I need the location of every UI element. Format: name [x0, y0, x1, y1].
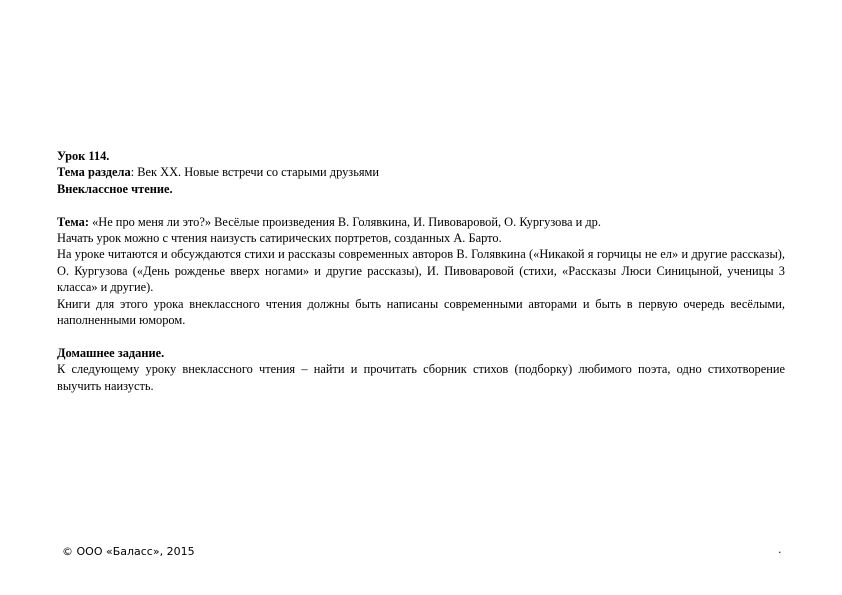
section-label: Тема раздела	[57, 165, 131, 180]
homework-text: К следующему уроку внеклассного чтения – найти и прочитать сборник стихов (подборку) любимого поэта, одно стихотворение выучить наизусть.	[57, 362, 785, 393]
homework-title: Домашнее задание.	[57, 345, 165, 360]
lesson-number: Урок 114.	[57, 149, 110, 163]
paragraph-intro: Начать урок можно с чтения наизусть сатирических портретов, созданных А. Барто.	[57, 231, 502, 246]
footer-page-mark: .	[778, 543, 782, 556]
lesson-type: Внеклассное чтение.	[57, 181, 173, 196]
footer-copyright: © ООО «Баласс», 2015	[62, 545, 195, 558]
section-line	[57, 164, 785, 180]
paragraph-authors: На уроке читаются и обсуждаются стихи и рассказы современных авторов В. Голявкина («Никакой я горчицы не ел» и другие рассказы), О. Кургузова («День рожденье вверх ногами» и другие рассказы), И. Пивоваровой (стихи, «Рассказы Люси Синицыной, ученицы 3 класса» и другие).	[57, 247, 785, 295]
topic-value: «Не про меня ли это?» Весёлые произведения В. Голявкина, И. Пивоваровой, О. Кургузова и др.	[88, 214, 601, 229]
paragraph-books: Книги для этого урока внеклассного чтения должны быть написаны современными авторами и быть в первую очередь весёлыми, наполненными юмором.	[57, 296, 785, 328]
spacer	[57, 328, 785, 344]
section-value: : Век XX. Новые встречи со старыми друзьями	[130, 165, 380, 180]
topic-label: Тема:	[57, 214, 89, 229]
topic-line	[57, 214, 785, 230]
lesson-content	[57, 148, 785, 394]
spacer	[57, 197, 785, 213]
